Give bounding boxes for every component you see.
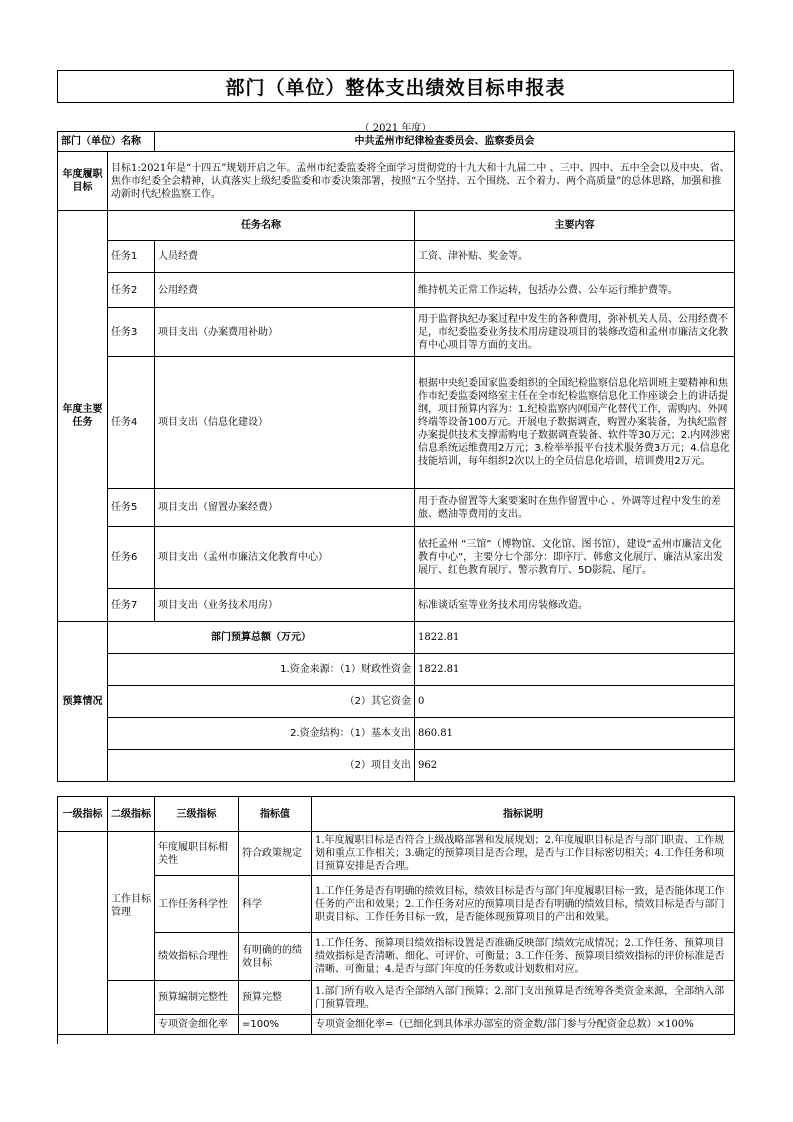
fund-source-label: 1.资金来源：（1）财政性资金 <box>108 654 415 686</box>
level2-cell <box>108 981 155 1035</box>
task-id: 任务3 <box>108 308 155 357</box>
table-continuation-line <box>57 1032 58 1044</box>
indicator-table <box>57 796 735 1035</box>
project-expense-label: （2）项目支出 <box>108 750 415 782</box>
indicator-desc: 1.年度履职目标是否符合上级战略部署和发展规划；2.年度履职目标是否与部门职责、工作规划和重点工作相关；3.确定的预算项目是否合理，是否与工作目标密切相关；4.工作任务和项目预算安排是否合理。 <box>312 832 735 876</box>
indicator-header-level3: 三级指标 <box>155 797 239 832</box>
indicator-value: 有明确的的绩效目标 <box>239 933 312 981</box>
indicator-row <box>58 832 735 876</box>
indicator-row <box>58 1015 735 1035</box>
level1-cell <box>58 832 108 1035</box>
indicator-value: =100% <box>239 1015 312 1035</box>
task-id: 任务4 <box>108 357 155 489</box>
task-name: 项目支出（留置办案经费） <box>155 489 415 527</box>
task-row <box>58 357 735 489</box>
task-id: 任务6 <box>108 527 155 589</box>
unit-name: 中共孟州市纪律检查委员会、监察委员会 <box>155 132 735 152</box>
indicator-header-value: 指标值 <box>239 797 312 832</box>
task-content: 维持机关正常工作运转，包括办公费、公车运行维护费等。 <box>415 273 735 308</box>
task-content: 用于监督执纪办案过程中发生的各种费用，弥补机关人员、公用经费不足，市纪委监委业务技术用房建设项目的装修改造和孟州市廉洁文化教育中心项目等方面的支出。 <box>415 308 735 357</box>
fiscal-year: （ 2021 年度） <box>359 123 432 134</box>
budget-total-value: 1822.81 <box>415 622 735 654</box>
task-id: 任务2 <box>108 273 155 308</box>
task-row <box>58 273 735 308</box>
indicator-row <box>58 876 735 933</box>
task-name: 人员经费 <box>155 241 415 273</box>
task-header-content: 主要内容 <box>415 211 735 241</box>
budget-label: 预算情况 <box>58 622 108 782</box>
indicator-row <box>58 933 735 981</box>
budget-total-label: 部门预算总额（万元） <box>108 622 415 654</box>
indicator-desc: 1.部门所有收入是否全部纳入部门预算；2.部门支出预算是否统筹各类资金来源，全部纳入部门预算管理。 <box>312 981 735 1015</box>
other-fund-value: 0 <box>415 686 735 718</box>
unit-label: 部门（单位）名称 <box>58 132 155 152</box>
task-content: 工资、津补贴、奖金等。 <box>415 241 735 273</box>
task-id: 任务5 <box>108 489 155 527</box>
task-id: 任务7 <box>108 589 155 622</box>
task-name: 项目支出（业务技术用房） <box>155 589 415 622</box>
annual-goal-text: 目标1:2021年是“十四五”规划开启之年。孟州市纪委监委将全面学习贯彻党的十九大和十九届二中 、三中、四中、五中全会以及中央、省、焦作市纪委全会精神，认真落实上级纪委监委和市委决策部署，按照“五个坚持、五个围绕、五个着力、两个高质量”的总体思路，加强和推动新时代纪检监察工作。 <box>108 152 735 211</box>
task-id: 任务1 <box>108 241 155 273</box>
indicator-name: 预算编制完整性 <box>155 981 239 1015</box>
main-table <box>57 131 735 782</box>
task-content: 根据中央纪委国家监委组织的全国纪检监察信息化培训班主要精神和焦作市纪委监委网络室主任在全市纪检监察信息化工作座谈会上的讲话提纲，项目预算内容为：1.纪检监察内网国产化替代工作，需购内、外网终端等设备100万元。开展电子数据调查，购置办案装备，为执纪监督办案提供技术支撑需购电子数据调查装备、软件等30万元；2.内网涉密信息系统运维费用2万元；3.检举举报平台技术服务费3万元；4.信息化技能培训，每年组织2次以上的全员信息化培训，培训费用2万元。 <box>415 357 735 489</box>
indicator-desc: 1.工作任务是否有明确的绩效目标，绩效目标是否与部门年度履职目标一致，是否能体现工作任务的产出和效果；2.工作任务对应的预算项目是否有明确的绩效目标，绩效目标是否与部门职责目标、工作任务目标一致，是否能体现预算项目的产出和效果。 <box>312 876 735 933</box>
task-name: 项目支出（孟州市廉洁文化教育中心） <box>155 527 415 589</box>
other-fund-label: （2）其它资金 <box>108 686 415 718</box>
tasks-label: 年度主要任务 <box>58 211 108 622</box>
basic-expense-value: 860.81 <box>415 718 735 750</box>
indicator-header-level2: 二级指标 <box>108 797 155 832</box>
task-row <box>58 489 735 527</box>
task-content: 依托孟州 “三馆”（博物馆、文化馆、图书馆），建设“孟州市廉洁文化教育中心”，主要分七个部分：即序厅、韩愈文化展厅、廉洁从家出发展厅、红色教育展厅、警示教育厅、5D影院、尾厅。 <box>415 527 735 589</box>
task-name: 项目支出（信息化建设） <box>155 357 415 489</box>
indicator-value: 预算完整 <box>239 981 312 1015</box>
indicator-header-level1: 一级指标 <box>58 797 108 832</box>
indicator-desc: 专项资金细化率=（已细化到具体承办部室的资金数/部门参与分配资金总数）×100% <box>312 1015 735 1035</box>
task-row <box>58 527 735 589</box>
task-content: 标准谈话室等业务技术用房装修改造。 <box>415 589 735 622</box>
indicator-name: 工作任务科学性 <box>155 876 239 933</box>
indicator-value: 符合政策规定 <box>239 832 312 876</box>
task-header-name: 任务名称 <box>108 211 415 241</box>
fund-source-value: 1822.81 <box>415 654 735 686</box>
task-name: 项目支出（办案费用补助） <box>155 308 415 357</box>
indicator-name: 年度履职目标相关性 <box>155 832 239 876</box>
task-row <box>58 589 735 622</box>
indicator-row <box>58 981 735 1015</box>
page-title: 部门（单位）整体支出绩效目标申报表 <box>57 70 734 103</box>
basic-expense-label: 2.资金结构：（1）基本支出 <box>108 718 415 750</box>
indicator-name: 绩效指标合理性 <box>155 933 239 981</box>
annual-goal-label: 年度履职目标 <box>58 152 108 211</box>
level2-group-label: 工作目标管理 <box>108 832 155 981</box>
task-row <box>58 308 735 357</box>
project-expense-value: 962 <box>415 750 735 782</box>
indicator-value: 科学 <box>239 876 312 933</box>
task-row <box>58 241 735 273</box>
indicator-name: 专项资金细化率 <box>155 1015 239 1035</box>
indicator-header-desc: 指标说明 <box>312 797 735 832</box>
task-content: 用于查办留置等大案要案时在焦作留置中心 、外调等过程中发生的差旅、燃油等费用的支出。 <box>415 489 735 527</box>
indicator-desc: 1.工作任务、预算项目绩效指标设置是否准确反映部门绩效完成情况；2.工作任务、预算项目绩效指标是否清晰、细化、可评价、可衡量；3.工作任务、预算项目绩效指标的评价标准是否清晰、可衡量；4.是否与部门年度的任务数或计划数相对应。 <box>312 933 735 981</box>
task-name: 公用经费 <box>155 273 415 308</box>
